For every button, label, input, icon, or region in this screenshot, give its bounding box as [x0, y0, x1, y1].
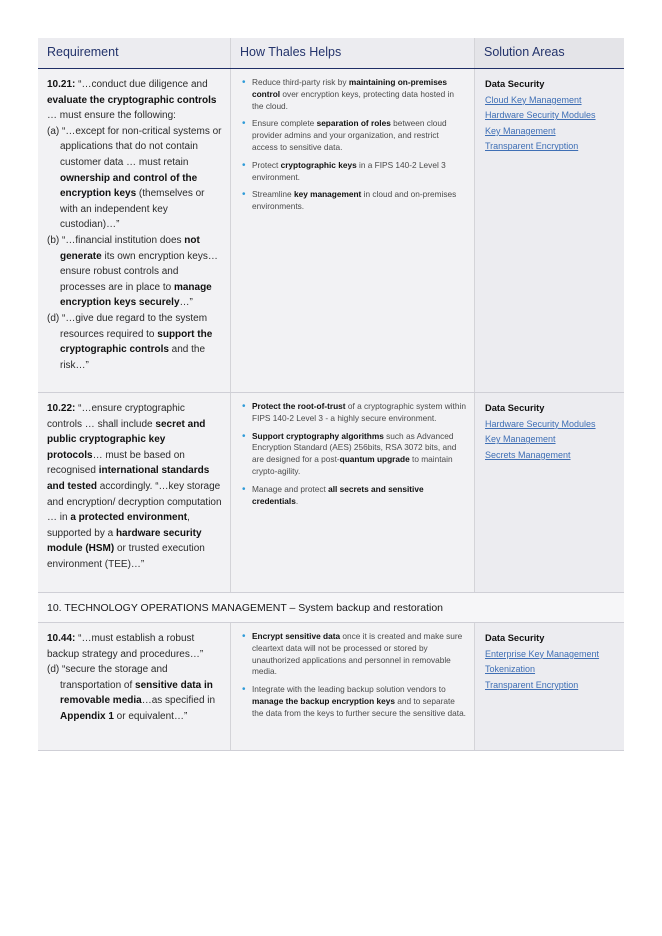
text: Protect: [252, 159, 281, 170]
text-bold: international standards and tested: [47, 465, 210, 492]
help-cell: [231, 623, 475, 750]
help-bullet: [241, 631, 466, 678]
text-bold: a protected environment: [70, 512, 188, 524]
text: of a cryptographic system within FIPS 140-2 Level 3 - a highly secure environment.: [252, 401, 466, 423]
help-bullet: [241, 160, 466, 184]
link-cloud-key-management[interactable]: Cloud Key Management: [485, 94, 582, 105]
text: to maintain crypto-agility.: [252, 454, 453, 476]
text: over encryption keys, protecting data hosted in the cloud.: [252, 88, 454, 111]
link-enterprise-key-management[interactable]: Enterprise Key Management: [485, 648, 600, 659]
solution-areas-cell: [475, 623, 624, 750]
text-bold: Protect the root-of-trust: [252, 401, 346, 411]
text-bold: not generate: [60, 234, 200, 262]
requirement-cell: [38, 623, 231, 750]
header-solution-areas: Solution Areas: [475, 38, 624, 68]
text-bold: cryptographic keys: [280, 159, 357, 170]
text: Reduce third-party risk by: [252, 77, 349, 87]
text: …as specified in: [141, 695, 216, 707]
text: …”: [179, 297, 193, 309]
text: (d) “…give due regard to the system resources required to: [47, 312, 208, 340]
solution-areas-cell: [475, 69, 624, 392]
text: such as Advanced Encryption Standard (AES) 256bits, RSA 3072 bits, and are designed for a post-: [252, 430, 457, 465]
header-how-thales-helps: How Thales Helps: [231, 38, 475, 68]
text-bold: quantum upgrade: [339, 454, 410, 465]
requirement-id: 10.22:: [47, 403, 76, 414]
text-bold: manage encryption keys securely: [60, 281, 212, 309]
text: its own encryption keys… ensure robust controls and processes are in place to: [60, 250, 218, 293]
text: … must be based on recognised: [47, 449, 185, 477]
text: between cloud provider admins and your organization, and restrict access to sensitive data.: [252, 118, 447, 152]
area-title: Data Security: [485, 79, 545, 89]
link-transparent-encryption[interactable]: Transparent Encryption: [485, 141, 579, 152]
compliance-table: [38, 38, 624, 751]
area-title: Data Security: [485, 633, 545, 643]
text: .: [295, 495, 299, 506]
link-key-management[interactable]: Key Management: [485, 434, 556, 445]
text: “…must establish a robust backup strategy and procedures…”: [47, 633, 204, 660]
text-bold: separation of roles: [316, 118, 391, 129]
table-header: [38, 38, 624, 69]
link-hardware-security-modules[interactable]: Hardware Security Modules: [485, 110, 596, 121]
text: and to separate the data from the keys to further secure the sensitive data.: [252, 695, 466, 718]
text: in a FIPS 140-2 Level 3 environment.: [252, 159, 446, 182]
requirement-id: 10.44:: [47, 633, 76, 644]
text-bold: Encrypt sensitive data: [252, 631, 341, 641]
requirement-cell: [38, 393, 231, 592]
help-cell: [231, 393, 475, 592]
text: Manage and protect: [252, 483, 329, 494]
text: Integrate with the leading backup solution vendors to: [252, 684, 446, 695]
link-tokenization[interactable]: Tokenization: [485, 664, 536, 675]
help-bullet: [241, 401, 466, 425]
text: (a) “…except for non-critical systems or applications that do not contain customer data … must retain: [47, 125, 222, 168]
help-bullet: [241, 484, 466, 508]
clause-d: [47, 311, 222, 373]
text: (d) “secure the storage and transportation of: [47, 664, 168, 691]
text-bold: hardware security module (HSM): [47, 527, 202, 555]
text: “…ensure cryptographic controls … shall include: [47, 403, 185, 430]
help-cell: [231, 69, 475, 392]
text: , supported by a: [47, 512, 190, 539]
text-bold: Support cryptography algorithms: [252, 430, 384, 441]
section-heading: 10. TECHNOLOGY OPERATIONS MANAGEMENT – System backup and restoration: [38, 593, 624, 623]
table-row: [38, 393, 624, 593]
link-transparent-encryption[interactable]: Transparent Encryption: [485, 679, 579, 690]
text: “…conduct due diligence and: [75, 79, 208, 90]
text: once it is created and make sure cleartext data will not be processed or stored by unauthorized applications and personnel in removable media.: [252, 631, 463, 677]
text: and the risk…”: [60, 344, 206, 371]
text-bold: key management: [293, 189, 362, 200]
clause-a: [47, 124, 222, 233]
area-title: Data Security: [485, 403, 545, 413]
clause-d: [47, 662, 222, 724]
link-secrets-management[interactable]: Secrets Management: [485, 449, 571, 460]
link-key-management[interactable]: Key Management: [485, 125, 556, 136]
text: Streamline: [252, 189, 294, 200]
help-bullet: [241, 77, 466, 112]
header-requirement: Requirement: [38, 38, 231, 68]
text: or equivalent…”: [113, 710, 188, 722]
help-bullet: [241, 684, 466, 719]
text: (themselves or with an independent key custodian)…”: [60, 188, 205, 231]
link-hardware-security-modules[interactable]: Hardware Security Modules: [485, 418, 596, 429]
text: (b) “…financial institution does: [47, 234, 185, 246]
text-bold: ownership and control of the encryption keys: [60, 172, 198, 200]
text-bold: all secrets and sensitive credentials: [252, 483, 424, 506]
help-bullet: [241, 431, 466, 478]
help-bullet: [241, 189, 466, 213]
text: Ensure complete: [252, 118, 317, 129]
requirement-id: 10.21:: [47, 79, 76, 90]
text-bold: sensitive data in removable media: [60, 679, 213, 707]
text-bold: support the cryptographic controls: [60, 328, 213, 356]
text-bold: manage the backup encryption keys: [252, 695, 395, 706]
text: accordingly. “…key storage and encryption/ decryption computation … in: [47, 480, 222, 524]
text-bold: maintaining on-premises control: [252, 77, 448, 99]
clause-b: [47, 233, 222, 311]
requirement-cell: [38, 69, 231, 392]
table-row: [38, 623, 624, 751]
table-row: [38, 69, 624, 393]
text-bold: evaluate the cryptographic controls: [47, 94, 217, 106]
text: in cloud and on-premises environments.: [252, 189, 457, 212]
text-bold: secret and public cryptographic key protocols: [47, 418, 206, 461]
solution-areas-cell: [475, 393, 624, 592]
text: or trusted execution environment (TEE)…”: [47, 543, 205, 570]
help-bullet: [241, 118, 466, 153]
text-bold: Appendix 1: [60, 710, 114, 722]
text: … must ensure the following:: [47, 110, 176, 122]
